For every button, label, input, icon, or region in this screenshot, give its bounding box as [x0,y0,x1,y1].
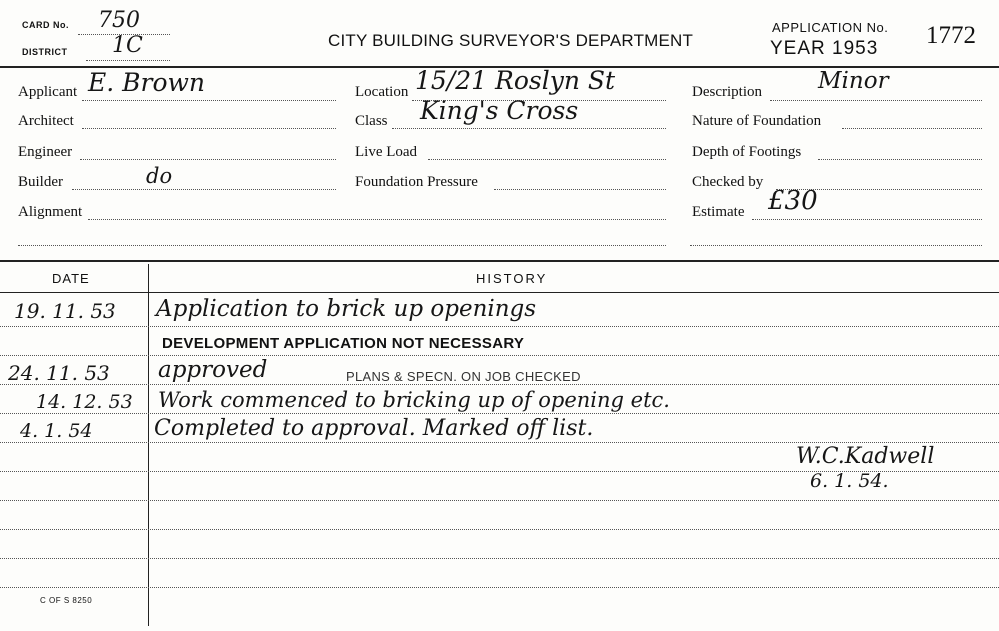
district-label: DISTRICT [22,47,68,57]
estimate-label: Estimate [692,204,745,220]
history-date: 4. 1. 54 [20,420,93,442]
history-date: 14. 12. 53 [36,391,133,413]
class-label: Class [355,113,388,129]
builder-label: Builder [18,174,63,190]
history-rule [0,558,999,559]
nature-of-foundation-line [842,128,982,129]
applicant-label: Applicant [18,84,78,100]
foundation-pressure-label: Foundation Pressure [355,174,478,190]
architect-label: Architect [18,113,74,129]
builder-line [72,189,336,190]
location-value: 15/21 Roslyn St [415,66,616,95]
extra-line-left [18,245,666,246]
history-rule [0,413,999,414]
class-line [392,128,666,129]
history-rule [0,442,999,443]
form-code: C OF S 8250 [40,596,93,605]
history-text: Application to brick up openings [156,296,537,322]
class-value: King's Cross [420,96,579,125]
history-rule [0,384,999,385]
history-stamp: DEVELOPMENT APPLICATION NOT NECESSARY [162,335,525,352]
live-load-label: Live Load [355,144,418,160]
estimate-line [752,219,982,220]
history-text: approved [158,357,268,383]
estimate-value: £30 [768,186,818,216]
page-title: CITY BUILDING SURVEYOR'S DEPARTMENT [328,31,694,50]
application-no-label: APPLICATION No. [772,20,889,35]
signature: W.C.Kadwell [796,444,935,469]
district-value: 1C [112,33,143,58]
date-column-divider [148,264,149,626]
card-no-label: CARD No. [22,20,69,30]
history-rule [0,529,999,530]
history-rule [0,355,999,356]
engineer-line [80,159,336,160]
nature-of-foundation-label: Nature of Foundation [692,113,822,129]
history-header-rule [0,292,999,293]
checked-by-label: Checked by [692,174,764,190]
alignment-line [88,219,666,220]
date-header: DATE [52,271,90,286]
history-header: HISTORY [476,271,548,286]
applicant-line [82,100,336,101]
history-text: Completed to approval. Marked off list. [154,416,594,441]
history-stamp: PLANS & SPECN. ON JOB CHECKED [346,369,581,384]
description-line [770,100,982,101]
history-rule [0,326,999,327]
location-label: Location [355,84,409,100]
alignment-label: Alignment [18,204,83,220]
depth-of-footings-line [818,159,982,160]
architect-line [82,128,336,129]
history-date: 19. 11. 53 [14,299,116,323]
foundation-pressure-line [494,189,666,190]
application-number: 1772 [926,22,976,49]
applicant-value: E. Brown [88,68,206,97]
description-label: Description [692,84,762,100]
card-no-value: 750 [98,8,140,33]
depth-of-footings-label: Depth of Footings [692,144,802,160]
description-value: Minor [818,68,889,94]
history-top-rule [0,260,999,262]
district-line [86,60,170,61]
signature-date: 6. 1. 54. [810,470,889,492]
builder-value: do [146,164,173,188]
extra-line-right [690,245,982,246]
engineer-label: Engineer [18,144,73,160]
history-text: Work commenced to bricking up of opening etc. [158,388,670,412]
history-rule [0,500,999,501]
history-rule [0,587,999,588]
year-label: YEAR 1953 [770,38,879,59]
live-load-line [428,159,666,160]
history-date: 24. 11. 53 [8,361,110,385]
